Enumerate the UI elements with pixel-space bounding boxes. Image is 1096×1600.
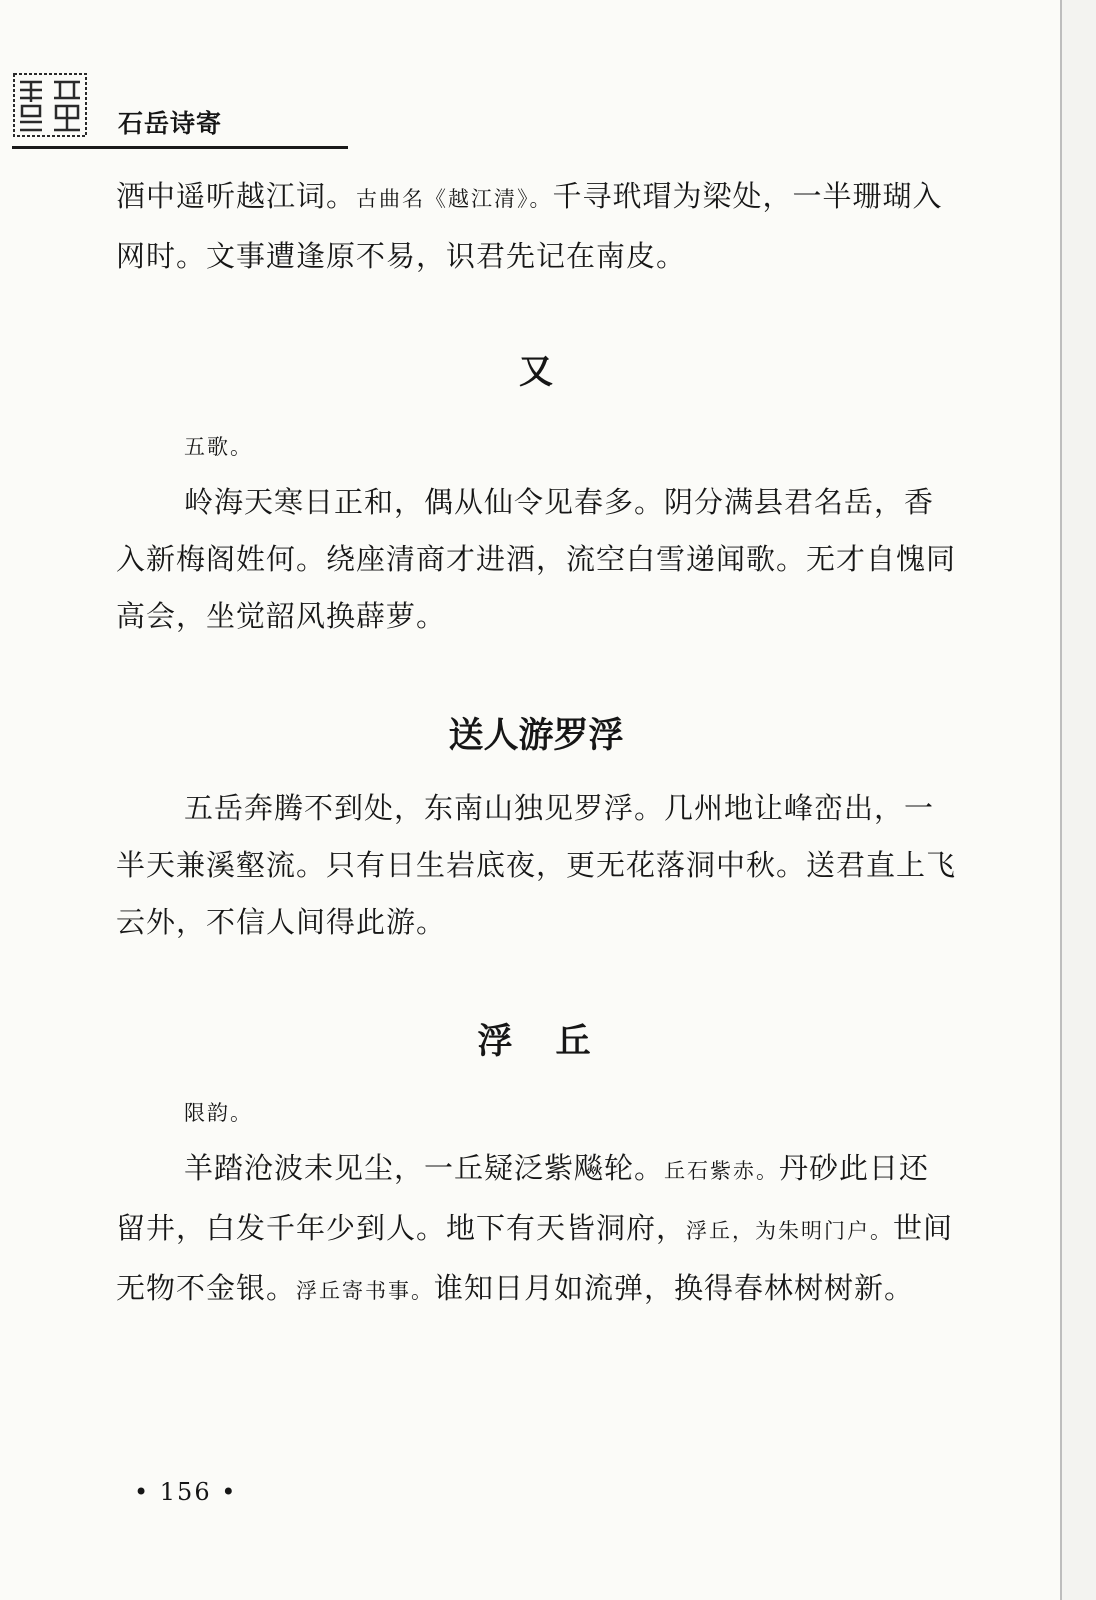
poem-subtitle <box>116 416 956 476</box>
poem-text: 千寻玳瑁为梁处，一半珊瑚入网时。文事遭逢原不易，识君先记在南皮。 <box>116 179 943 273</box>
poem-title: 送人游罗浮 <box>448 716 624 756</box>
header-rule <box>12 146 348 149</box>
poem-title: 浮 丘 <box>477 1022 595 1062</box>
annotation: 丘石紫赤。 <box>664 1159 780 1183</box>
annotation: 五歌。 <box>184 435 253 459</box>
poem-text: 世间无物不金银。 <box>116 1211 954 1305</box>
poem-text: 酒中遥听越江词。 <box>116 179 357 213</box>
running-title: 石岳诗寄 <box>118 109 223 138</box>
annotation: 古曲名《越江清》。 <box>356 187 553 211</box>
poem-title: 又 <box>519 352 553 392</box>
annotation: 限韵。 <box>184 1101 253 1125</box>
poem-body: 五岳奔腾不到处，东南山独见罗浮。几州地让峰峦出，一半天兼溪壑流。只有日生岩底夜，更无花落洞中秋。送君直上飞云外，不信人间得此游。 <box>116 791 957 939</box>
poem-subtitle <box>116 1082 956 1142</box>
poem-text: 丹砂此日还留井，白发千年少到人。地下有天皆洞府， <box>116 1151 930 1245</box>
annotation: 浮丘寄书事。 <box>296 1279 435 1303</box>
seal-stamp-icon <box>12 72 88 138</box>
page-edge <box>1060 0 1096 1600</box>
page-number: • 156 • <box>134 1478 238 1506</box>
poem-text: 羊踏沧波未见尘，一丘疑泛紫飚轮。 <box>184 1151 665 1185</box>
poem-text: 谁知日月如流弹，换得春林树树新。 <box>434 1271 915 1305</box>
poem-body: 岭海天寒日正和，偶从仙令见春多。阴分满县君名岳，香入新梅阁姓何。绕座清商才进酒，流空白雪递闻歌。无才自愧同高会，坐觉韶风换薜萝。 <box>116 485 957 633</box>
annotation: 浮丘，为朱明门户。 <box>686 1219 894 1243</box>
poem-body <box>116 1140 956 1320</box>
continuation-paragraph <box>116 168 956 285</box>
